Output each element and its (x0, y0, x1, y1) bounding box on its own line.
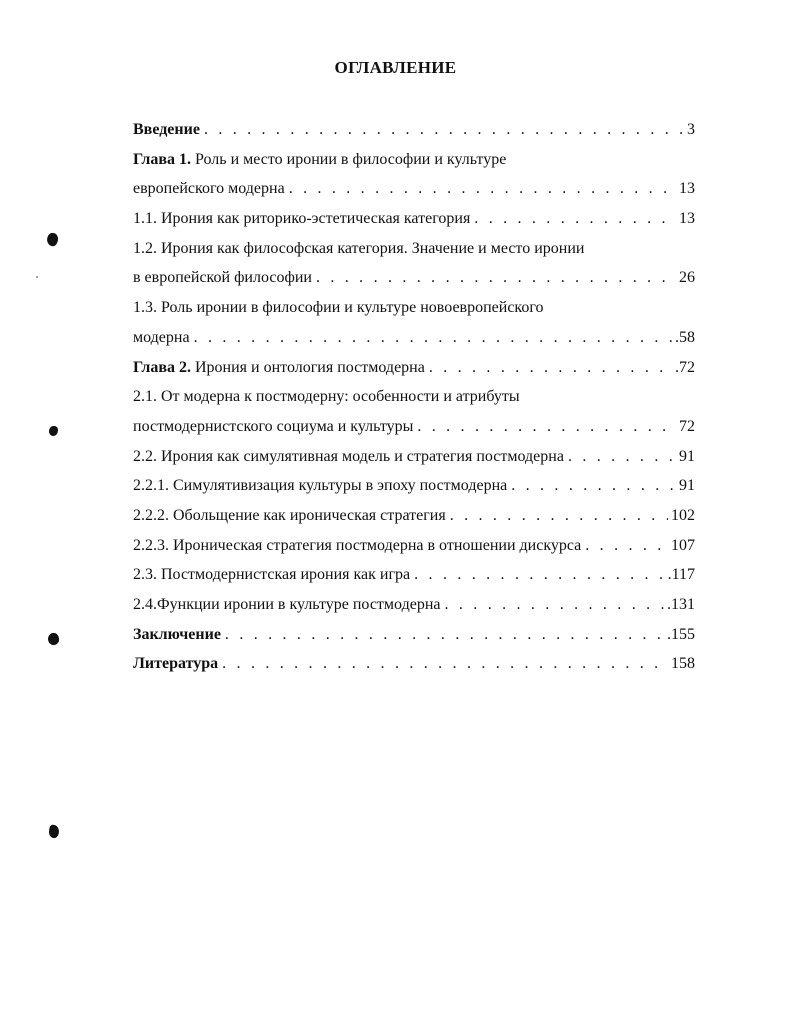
scan-blot (49, 426, 58, 436)
toc-entry-continuation: в европейской философии (133, 269, 312, 287)
toc-entry-label: 2.2.3. Ироническая стратегия постмодерна в отношении дискурса (133, 536, 582, 554)
toc-entry-label: 2.1. От модерна к постмодерну: особенности и атрибуты (133, 388, 520, 406)
toc-entry-2-2-3[interactable] (133, 531, 695, 561)
leader-dots (204, 115, 684, 145)
leader-dots (414, 560, 664, 590)
scan-speck (36, 276, 38, 278)
toc-entry-label: 2.2.2. Обольщение как ироническая стратегия (133, 506, 446, 524)
toc-entry-chapter-1-continuation[interactable] (133, 174, 695, 204)
toc-entry-label: 1.2. Ирония как философская категория. Значение и место иронии (133, 239, 585, 257)
toc-entry-chapter-1[interactable] (133, 145, 695, 175)
leader-dots (585, 531, 668, 561)
scan-blot (48, 824, 60, 839)
toc-entry-label: Заключение (133, 625, 221, 643)
scan-blot (45, 232, 60, 248)
leader-dots (450, 501, 668, 531)
toc-page-number: .131 (667, 596, 695, 613)
leader-dots (445, 590, 665, 620)
toc-entry-1-3-continuation[interactable] (133, 323, 695, 353)
toc-page-number: 91 (679, 477, 695, 495)
toc-entry-label: Ирония и онтология постмодерна (191, 358, 425, 376)
toc-entry-2-2-1[interactable] (133, 471, 695, 501)
toc-page-number: 107 (671, 536, 695, 554)
toc-entry-1-3[interactable] (133, 293, 695, 323)
toc-page-number: .58 (675, 328, 695, 346)
toc-page-number: .117 (667, 566, 695, 584)
toc-entry-label: Роль и место иронии в философии и культуре (191, 150, 507, 168)
toc-entry-1-2[interactable] (133, 234, 695, 264)
toc-entry-continuation: модерна (133, 328, 190, 346)
toc-entry-continuation: европейского модерна (133, 180, 285, 198)
toc-entry-1-1[interactable] (133, 204, 695, 234)
toc-page-number: 102 (671, 506, 695, 524)
toc-entry-label: 1.3. Роль иронии в философии и культуре новоевропейского (133, 299, 544, 317)
toc-entry-2-1[interactable] (133, 382, 695, 412)
leader-dots (568, 442, 676, 472)
toc-page-number: .155 (667, 625, 695, 643)
toc-page-number: 72 (679, 417, 695, 435)
toc-entry-label: 2.4.Функции иронии в культуре постмодерна (133, 596, 441, 613)
toc-entry-bibliography[interactable] (133, 649, 695, 679)
toc-entry-label: 2.2.1. Симулятивизация культуры в эпоху постмодерна (133, 477, 508, 495)
toc-entry-2-1-continuation[interactable] (133, 412, 695, 442)
toc-entry-2-2-2[interactable] (133, 501, 695, 531)
toc-entry-conclusion[interactable] (133, 620, 695, 650)
toc-chapter-number: Глава 1. (133, 150, 191, 168)
toc-entry-label: Введение (133, 121, 200, 138)
toc-entry-introduction[interactable] (133, 115, 695, 145)
toc-entry-1-2-continuation[interactable] (133, 263, 695, 293)
leader-dots (417, 412, 676, 442)
leader-dots (222, 649, 668, 679)
leader-dots (316, 263, 676, 293)
toc-entry-label: Литература (133, 655, 219, 673)
table-of-contents (133, 115, 695, 679)
toc-entry-label: 2.3. Постмодернистская ирония как игра (133, 566, 411, 584)
toc-entry-continuation: постмодернистского социума и культуры (133, 417, 414, 435)
leader-dots (194, 323, 672, 353)
leader-dots (474, 204, 676, 234)
toc-page-number: 13 (679, 180, 695, 198)
leader-dots (511, 471, 676, 501)
toc-page-number: 3 (687, 121, 695, 138)
toc-page-number: 91 (679, 447, 695, 465)
leader-dots (429, 353, 672, 383)
toc-page-number: 26 (679, 269, 695, 287)
toc-entry-2-2[interactable] (133, 442, 695, 472)
toc-entry-label: 1.1. Ирония как риторико-эстетическая категория (133, 210, 471, 228)
toc-entry-chapter-2[interactable] (133, 353, 695, 383)
leader-dots (289, 174, 676, 204)
toc-entry-label: 2.2. Ирония как симулятивная модель и стратегия постмодерна (133, 447, 564, 465)
toc-page-number: 158 (671, 655, 695, 673)
toc-chapter-number: Глава 2. (133, 358, 191, 376)
scan-blot (47, 632, 61, 646)
page-title: ОГЛАВЛЕНИЕ (334, 58, 457, 77)
toc-page-number: 13 (679, 210, 695, 228)
leader-dots (225, 620, 664, 650)
toc-page-number: .72 (675, 358, 695, 376)
toc-entry-2-4[interactable] (133, 590, 695, 620)
toc-entry-2-3[interactable] (133, 560, 695, 590)
